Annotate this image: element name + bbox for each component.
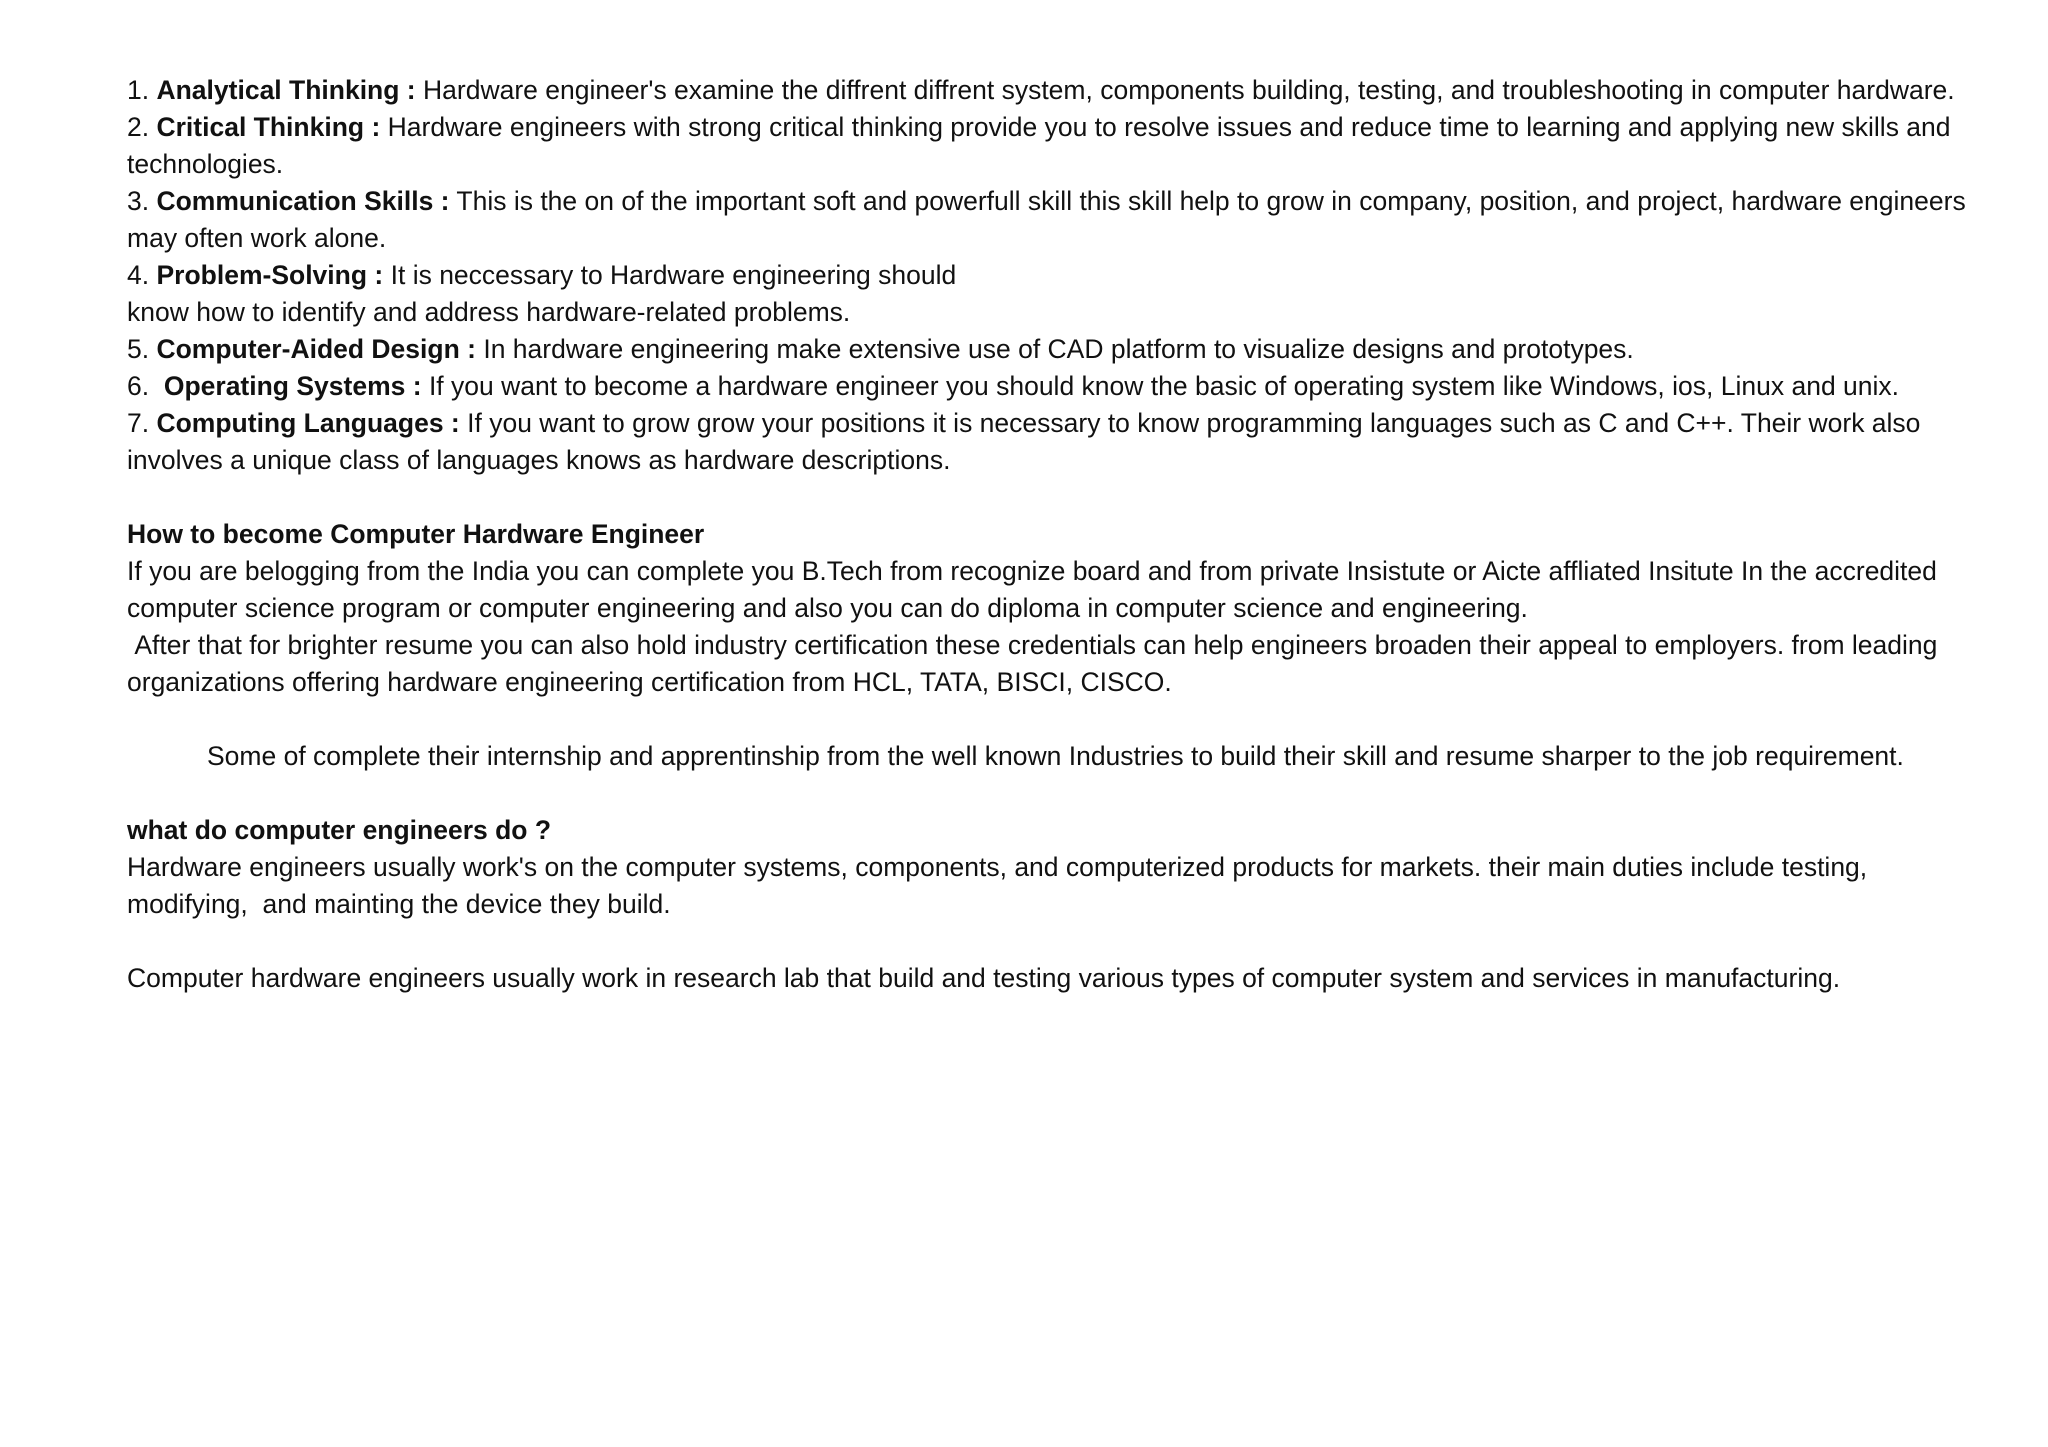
- skill-number: 7.: [127, 408, 150, 438]
- skill-text: If you want to become a hardware engineer you should know the basic of operating system like Windows, ios, Linux and unix.: [428, 371, 1900, 401]
- skill-title: Critical Thinking :: [156, 112, 381, 142]
- how-to-heading: How to become Computer Hardware Engineer: [127, 519, 705, 549]
- skill-item-critical-thinking: [127, 109, 1967, 183]
- spacer: [127, 479, 1967, 516]
- skill-text: Hardware engineers with strong critical thinking provide you to resolve issues and reduce time to learning and applying new skills and technologies.: [127, 112, 1951, 179]
- skill-item-communication-skills: [127, 183, 1967, 257]
- skill-text: In hardware engineering make extensive use of CAD platform to visualize designs and prototypes.: [483, 334, 1634, 364]
- skill-text: If you want to grow grow your positions it is necessary to know programming languages such as C and C++. Their work also involves a unique class of languages knows as hardware descriptions.: [127, 408, 1921, 475]
- what-do-paragraph-2: Computer hardware engineers usually work in research lab that build and testing various types of computer system and services in manufacturing.: [127, 963, 1841, 993]
- skill-title: Computing Languages :: [156, 408, 460, 438]
- skill-item-problem-solving-line2: know how to identify and address hardware-related problems.: [127, 297, 851, 327]
- skill-number: 4.: [127, 260, 150, 290]
- skill-title: Operating Systems :: [163, 371, 422, 401]
- skill-item-computer-aided-design: [127, 331, 1967, 368]
- skill-title: Analytical Thinking :: [156, 75, 416, 105]
- skill-number: 5.: [127, 334, 150, 364]
- skill-title: Communication Skills :: [156, 186, 450, 216]
- skill-item-computing-languages: [127, 405, 1967, 479]
- how-to-paragraph-2: After that for brighter resume you can also hold industry certification these credentials can help engineers broaden their appeal to employers. from leading organizations offering hardware engineering certification from HCL, TATA, BISCI, CISCO.: [127, 630, 1945, 697]
- skill-number: 1.: [127, 75, 150, 105]
- skill-item-problem-solving: [127, 257, 1967, 294]
- what-do-paragraph-1: Hardware engineers usually work's on the computer systems, components, and computerized products for markets. their main duties include testing, modifying, and mainting the device they build.: [127, 852, 1875, 919]
- how-to-paragraph-1: If you are belogging from the India you can complete you B.Tech from recognize board and from private Insistute or Aicte affliated Insitute In the accredited computer science program or computer engineering and also you can do diploma in computer science and engineering.: [127, 556, 1937, 623]
- skill-title: Computer-Aided Design :: [156, 334, 476, 364]
- spacer: [127, 775, 1967, 812]
- skill-number: 3.: [127, 186, 150, 216]
- skill-text: Hardware engineer's examine the diffrent diffrent system, components building, testing, and troubleshooting in computer hardware.: [423, 75, 1955, 105]
- skill-title: Problem-Solving :: [156, 260, 384, 290]
- document-body: [127, 72, 1967, 997]
- what-do-heading: what do computer engineers do ?: [127, 815, 552, 845]
- skill-number: 6.: [127, 371, 150, 401]
- skill-item-operating-systems: [127, 368, 1967, 405]
- spacer: [127, 701, 1967, 738]
- how-to-paragraph-3: Some of complete their internship and apprentinship from the well known Industries to build their skill and resume sharper to the job requirement.: [207, 741, 1904, 771]
- skill-text: This is the on of the important soft and powerfull skill this skill help to grow in company, position, and project, hardware engineers may often work alone.: [127, 186, 1966, 253]
- skill-item-analytical-thinking: [127, 72, 1967, 109]
- skill-number: 2.: [127, 112, 150, 142]
- skill-text: It is neccessary to Hardware engineering should: [390, 260, 957, 290]
- spacer: [127, 923, 1967, 960]
